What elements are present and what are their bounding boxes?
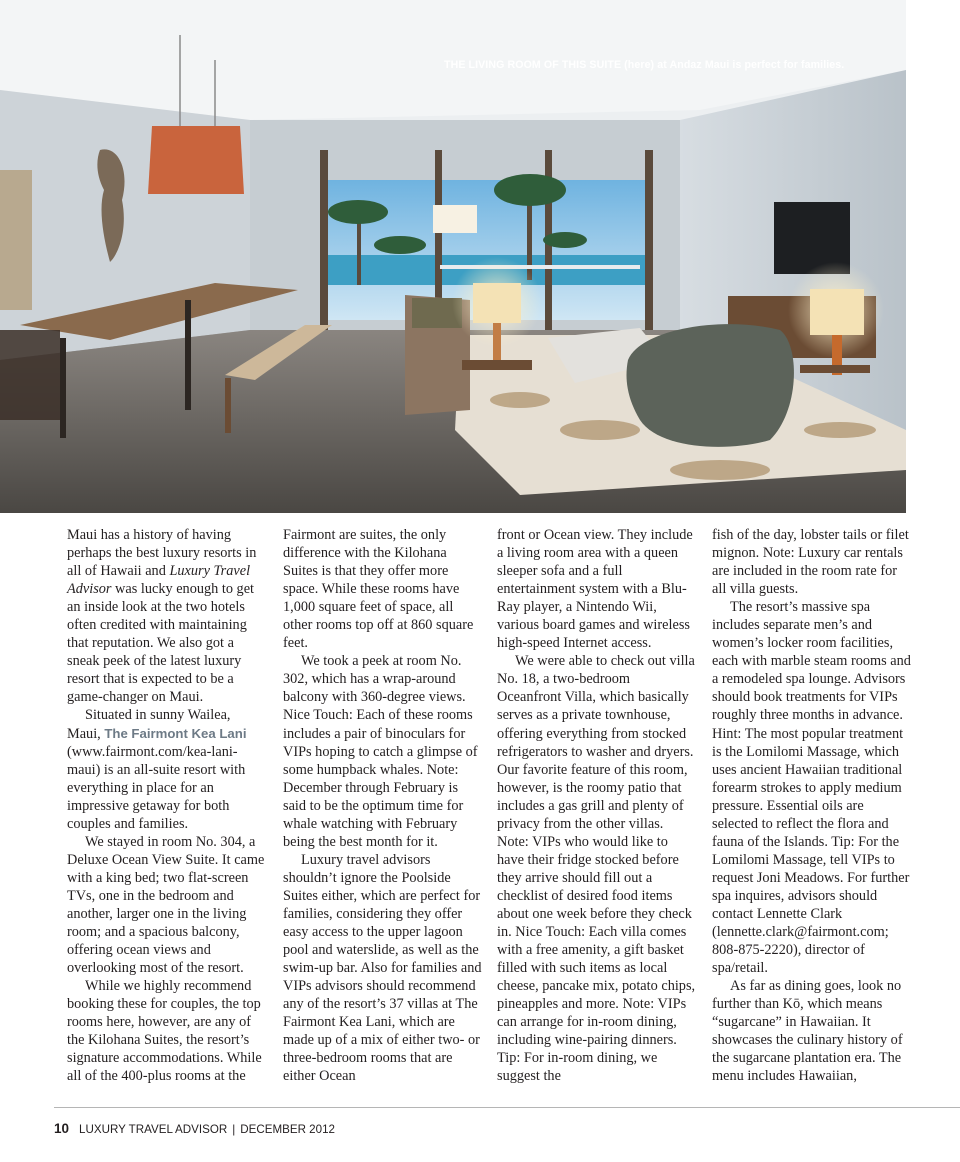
paragraph: As far as dining goes, look no further than Kō, which means “sugarcane” in Hawaiian. It showcases the culinary history of the sugarcane plantation era. The menu includes Hawaiian,: [712, 978, 903, 1085]
paragraph: We took a peek at room No. 302, which has a wrap-around balcony with 360-degree views. Nice Touch: Each of these rooms includes a pair of binoculars for VIPs hoping to catch a glimpse of some humpback whales. Note: December through February is said to be the optimum time for whale watching with February being the best month for it.: [283, 653, 478, 850]
article-column-3: [497, 526, 697, 1085]
paragraph: Fairmont are suites, the only difference with the Kilohana Suites is that they offer more space. While these rooms have 1,000 square feet of space, all other rooms top off at 860 square feet.: [283, 527, 474, 652]
page-footer: [54, 1121, 335, 1136]
paragraph: We were able to check out villa No. 18, a two-bedroom Oceanfront Villa, which basically serves as a private townhouse, offering everything from stocked refrigerators to washer and dryers. Our favorite feature of this room, however, is the roomy patio that includes a gas grill and plenty of privacy from the other villas. Note: VIPs who would like to have their fridge stocked before they arrive should fill out a checklist of desired food items about one week before they check in. Nice Touch: Each villa comes with a free amenity, a gift basket filled with such items as local cheese, pancake mix, potato chips, pineapples and more. Note: VIPs can arrange for in-room dining, including wine-pairing dinners. Tip: For in-room dining, we suggest the: [497, 653, 696, 1085]
paragraph: fish of the day, lobster tails or filet mignon. Note: Luxury car rentals are included in the room rate for all villa guests.: [712, 527, 909, 598]
paragraph: We stayed in room No. 304, a Deluxe Ocean View Suite. It came with a king bed; two flat-screen TVs, one in the bedroom and another, larger one in the living room; and a spacious balcony, offering ocean views and overlooking most of the resort.: [67, 833, 265, 977]
hotel-name: The Fairmont Kea Lani: [104, 725, 247, 741]
living-room-illustration: [0, 0, 906, 513]
text-run: Situated in sunny Wailea, Maui,: [67, 707, 231, 742]
photo-caption: THE LIVING ROOM OF THIS SUITE (here) at Andaz Maui is perfect for families.: [444, 59, 845, 71]
text-run: Maui has a history of having perhaps the best luxury resorts in all of Hawaii and: [67, 527, 257, 580]
text-run: (www.fairmont.com/kea-lani-maui) is an all-suite resort with everything in place for an impressive getaway for both couples and families.: [67, 743, 246, 832]
publication-name: LUXURY TRAVEL ADVISOR: [79, 1123, 228, 1136]
paragraph: front or Ocean view. They include a living room area with a queen sleeper sofa and a full entertainment system with a Blu-Ray player, a Nintendo Wii, various board games and wireless high-speed Internet access.: [497, 527, 693, 652]
magazine-title: Luxury Travel Advisor: [67, 563, 251, 598]
paragraph: The resort’s massive spa includes separate men’s and women’s locker room facilities, each with marble steam rooms and a remodeled spa lounge. Advisors should book treatments for VIPs roughly three months in advance. Hint: The most popular treatment is the Lomilomi Massage, which uses ancient Hawaiian traditional forearm strokes to apply medium pressure. Essential oils are selected to reflect the flora and fauna of the Islands. Tip: For the Lomilomi Massage, tell VIPs to request Joni Meadows. For further spa inquires, advisors should contact Lennette Clark (lennette.clark@fairmont.com; 808-875-2220), director of spa/retail.: [712, 599, 911, 977]
paragraph: While we highly recommend booking these for couples, the top rooms here, however, are any of the Kilohana Suites, the resort’s signature accommodations. While all of the 400-plus rooms at the: [67, 978, 262, 1085]
article-column-4: [712, 526, 912, 1085]
hero-photo: [0, 0, 906, 513]
paragraph: [67, 526, 267, 706]
paragraph: Luxury travel advisors shouldn’t ignore the Poolside Suites either, which are perfect for families, considering they offer easy access to the upper lagoon pool and waterslide, as well as the swim-up bar. Also for families and VIPs advisors should recommend any of the resort’s 37 villas at The Fairmont Kea Lani, which are made up of a mix of either two- or three-bedroom rooms that are either Ocean: [283, 851, 482, 1085]
page-number: 10: [54, 1121, 70, 1136]
footer-rule: [54, 1107, 960, 1108]
paragraph: [67, 706, 267, 832]
article-column-1: [67, 526, 267, 1085]
issue-date: DECEMBER 2012: [240, 1123, 335, 1136]
text-run: was lucky enough to get an inside look at the two hotels often credited with maintaining that reputation. We also got a sneak peek of the latest luxury resort that is expected to be a game-changer on Maui.: [67, 581, 255, 706]
footer-separator: |: [232, 1123, 236, 1136]
article-column-2: [283, 526, 483, 1085]
